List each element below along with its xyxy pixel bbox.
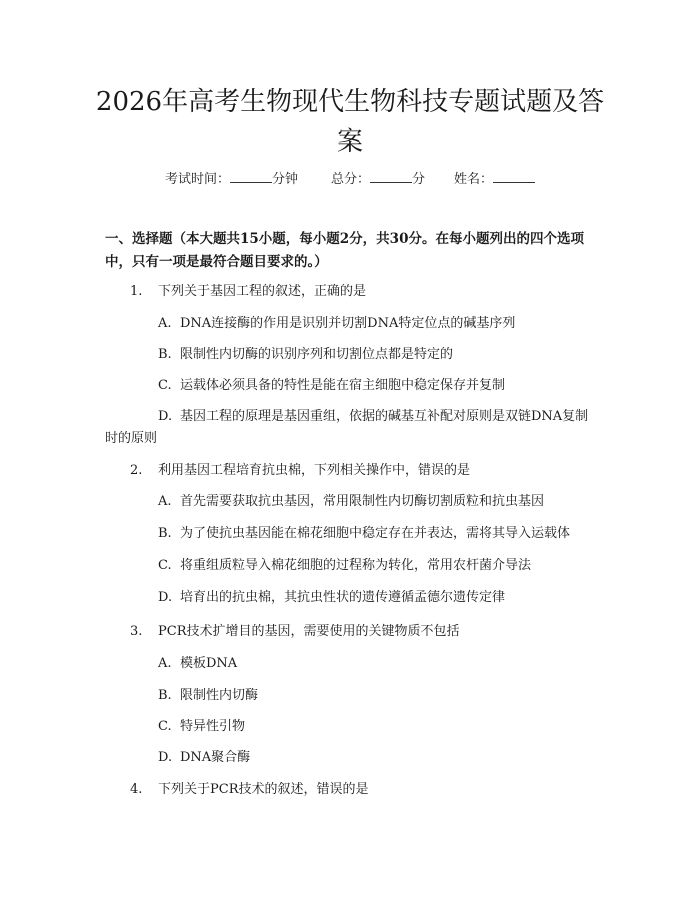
option-item[interactable]: [158, 748, 250, 768]
option-item[interactable]: [158, 717, 245, 737]
exam-time-unit: 分钟: [272, 172, 299, 187]
student-name-field: [454, 168, 535, 190]
student-name-blank[interactable]: [493, 168, 535, 183]
option-text: 模板DNA: [180, 656, 238, 671]
option-text: DNA连接酶的作用是识别并切割DNA特定位点的碱基序列: [180, 316, 516, 331]
exam-time-blank[interactable]: [230, 168, 272, 183]
option-letter: B.: [158, 688, 172, 703]
total-score-label: 总分：: [331, 172, 371, 187]
question-stem: [130, 780, 368, 800]
option-text: 限制性内切酶的识别序列和切割位点都是特定的: [180, 347, 454, 362]
option-item[interactable]: [158, 588, 505, 608]
option-item[interactable]: [158, 556, 531, 576]
option-letter: D.: [158, 409, 173, 424]
total-score-field: [331, 168, 425, 190]
option-letter: A.: [158, 494, 172, 509]
question-stem: [130, 282, 366, 302]
option-text: 运载体必须具备的特性是能在宿主细胞中稳定保存并复制: [180, 378, 506, 393]
option-letter: D.: [158, 750, 173, 765]
page-title: 2026年高考生物现代生物科技专题试题及答案: [95, 87, 605, 157]
question-number: 3.: [130, 624, 143, 639]
option-letter: A.: [158, 656, 172, 671]
option-item[interactable]: [158, 524, 570, 544]
option-item[interactable]: [158, 314, 515, 334]
option-letter: D.: [158, 590, 173, 605]
option-item[interactable]: [158, 345, 453, 365]
question-text: 下列关于PCR技术的叙述，错误的是: [158, 782, 369, 797]
question-stem: [130, 461, 470, 481]
option-text: 首先需要获取抗虫基因，常用限制性内切酶切割质粒和抗虫基因: [180, 494, 545, 509]
question-text: PCR技术扩增目的基因，需要使用的关键物质不包括: [158, 624, 460, 639]
question-stem: [130, 622, 459, 642]
option-text: 限制性内切酶: [180, 688, 259, 703]
exam-time-field: [165, 168, 298, 190]
option-item[interactable]: [158, 492, 544, 512]
question-number: 4.: [130, 782, 143, 797]
total-score-blank[interactable]: [370, 168, 412, 183]
option-letter: B.: [158, 526, 172, 541]
section-heading: 一、选择题（本大题共15小题，每小题2分，共30分。在每小题列出的四个选项中，只有一项是最符合题目要求的。）: [105, 231, 584, 270]
option-letter: A.: [158, 316, 172, 331]
option-text: 培育出的抗虫棉，其抗虫性状的遗传遵循孟德尔遗传定律: [180, 590, 506, 605]
option-letter: C.: [158, 719, 172, 734]
option-item[interactable]: [158, 654, 237, 674]
option-text: 基因工程的原理是基因重组，依据的碱基互补配对原则是双链DNA复制时的原则: [105, 409, 589, 446]
option-text: DNA聚合酶: [180, 750, 251, 765]
student-name-label: 姓名：: [454, 172, 494, 187]
option-text: 特异性引物: [180, 719, 246, 734]
total-score-unit: 分: [412, 172, 426, 187]
question-text: 利用基因工程培育抗虫棉，下列相关操作中，错误的是: [158, 463, 471, 478]
option-item[interactable]: [105, 406, 595, 450]
option-item[interactable]: [158, 686, 258, 706]
question-text: 下列关于基因工程的叙述，正确的是: [158, 284, 367, 299]
question-number: 1.: [130, 284, 143, 299]
exam-time-label: 考试时间：: [165, 172, 231, 187]
option-item[interactable]: [158, 376, 505, 396]
question-number: 2.: [130, 463, 143, 478]
option-letter: B.: [158, 347, 172, 362]
option-letter: C.: [158, 558, 172, 573]
option-text: 将重组质粒导入棉花细胞的过程称为转化，常用农杆菌介导法: [180, 558, 532, 573]
option-text: 为了使抗虫基因能在棉花细胞中稳定存在并表达，需将其导入运载体: [180, 526, 571, 541]
option-letter: C.: [158, 378, 172, 393]
